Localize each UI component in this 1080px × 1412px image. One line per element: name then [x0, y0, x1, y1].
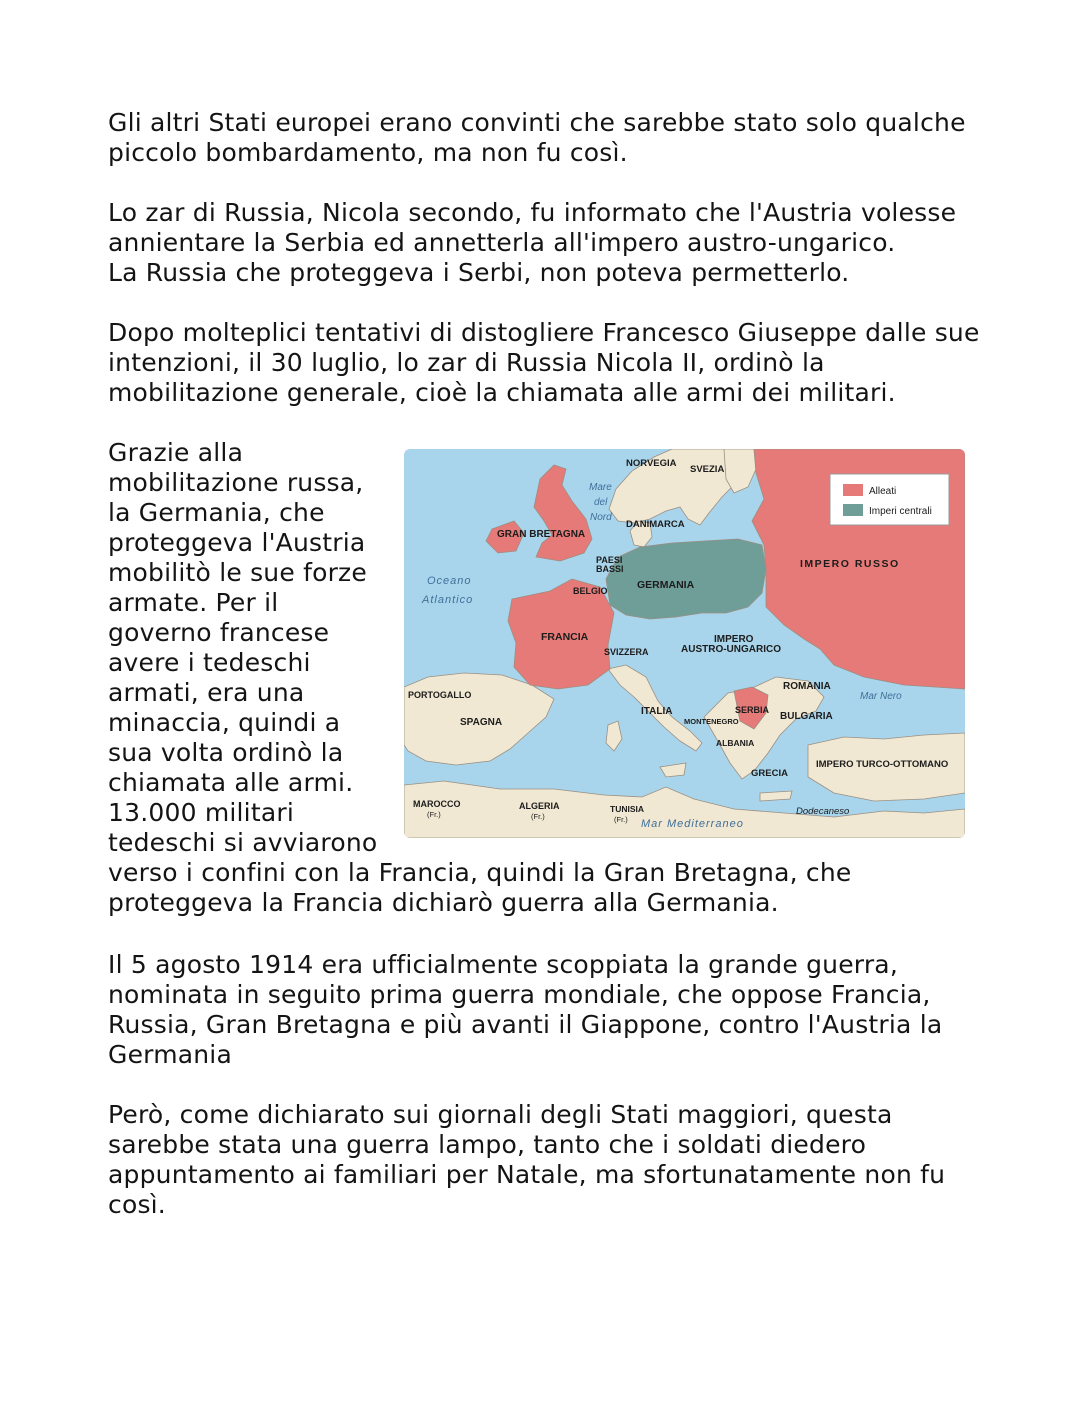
label-marocco: MAROCCO [413, 799, 461, 809]
text-line: Russia, Gran Bretagna e più avanti il Giappone, contro l'Austria la [108, 1010, 943, 1039]
label-del: del [594, 497, 608, 508]
label-algeria: ALGERIA [519, 801, 560, 811]
label-atlantico: Atlantico [422, 594, 474, 606]
text-line: annientare la Serbia ed annetterla all'impero austro-ungarico. [108, 228, 896, 257]
legend-box [830, 474, 949, 525]
legend-swatch-central [843, 504, 863, 516]
crete [760, 791, 792, 801]
text-line: mobilitò le sue forze [108, 558, 367, 587]
label-spagna: SPAGNA [460, 717, 503, 728]
label-mare: Mare [589, 482, 612, 493]
label-danimarca: DANIMARCA [626, 519, 685, 530]
europe-1914-map [404, 449, 965, 838]
text-line: la Germania, che [108, 498, 325, 527]
text-line: mobilitazione russa, [108, 468, 364, 497]
text-line: piccolo bombardamento, ma non fu così. [108, 138, 628, 167]
label-gran-bretagna: GRAN BRETAGNA [497, 529, 586, 540]
text-line: chiamata alle armi. [108, 768, 354, 797]
label-impero-turco: IMPERO TURCO-OTTOMANO [816, 759, 949, 770]
text-line: sarebbe stata una guerra lampo, tanto che i soldati diedero [108, 1130, 867, 1159]
label-tunisia-fr: (Fr.) [614, 815, 628, 824]
label-mar-nero: Mar Nero [860, 691, 902, 702]
label-portogallo: PORTOGALLO [408, 690, 472, 700]
text-line: Però, come dichiarato sui giornali degli Stati maggiori, questa [108, 1100, 893, 1129]
text-line: Gli altri Stati europei erano convinti che sarebbe stato solo qualche [108, 108, 966, 137]
label-romania: ROMANIA [783, 681, 831, 692]
text-line: Dopo molteplici tentativi di distogliere Francesco Giuseppe dalle sue [108, 318, 980, 347]
paragraph-3 [108, 318, 980, 408]
text-line: avere i tedeschi [108, 648, 311, 677]
label-paesi-bassi-1: PAESI [596, 555, 623, 565]
label-italia: ITALIA [641, 706, 673, 717]
text-line: 13.000 militari [108, 798, 294, 827]
text-line: verso i confini con la Francia, quindi la Gran Bretagna, che [108, 858, 852, 887]
label-oceano: Oceano [427, 575, 472, 587]
text-line: minaccia, quindi a [108, 708, 341, 737]
label-germania: GERMANIA [637, 579, 695, 591]
label-marocco-fr: (Fr.) [427, 810, 441, 819]
text-line: La Russia che proteggeva i Serbi, non poteva permetterlo. [108, 258, 850, 287]
legend-label-central: Imperi centrali [869, 506, 932, 517]
text-line: governo francese [108, 618, 330, 647]
text-line: mobilitazione generale, cioè la chiamata alle armi dei militari. [108, 378, 896, 407]
label-impero-russo: IMPERO RUSSO [800, 558, 900, 570]
text-line: Germania [108, 1040, 232, 1069]
text-line: appuntamento ai familiari per Natale, ma sfortunatamente non fu [108, 1160, 946, 1189]
map-legend [830, 474, 949, 525]
label-dodecaneso: Dodecaneso [796, 806, 850, 817]
label-impero-austro-1: IMPERO [714, 634, 754, 645]
label-montenegro: MONTENEGRO [684, 717, 739, 726]
text-line: sua volta ordinò la [108, 738, 344, 767]
text-line: nominata in seguito prima guerra mondiale, che oppose Francia, [108, 980, 931, 1009]
text-line: intenzioni, il 30 luglio, lo zar di Russia Nicola II, ordinò la [108, 348, 825, 377]
text-line: armate. Per il [108, 588, 279, 617]
text-line: proteggeva l'Austria [108, 528, 366, 557]
label-paesi-bassi-2: BASSI [596, 564, 624, 574]
label-belgio: BELGIO [573, 586, 608, 596]
legend-label-allies: Alleati [869, 486, 897, 497]
text-line: armati, era una [108, 678, 305, 707]
label-nord: Nord [590, 512, 612, 523]
label-serbia: SERBIA [735, 705, 770, 715]
label-svizzera: SVIZZERA [604, 647, 649, 657]
label-bulgaria: BULGARIA [780, 711, 833, 722]
label-impero-austro-2: AUSTRO-UNGARICO [681, 644, 781, 655]
label-norvegia: NORVEGIA [626, 458, 677, 469]
text-line: proteggeva la Francia dichiarò guerra alla Germania. [108, 888, 779, 917]
paragraph-1 [108, 108, 966, 168]
paragraph-5 [108, 950, 942, 1070]
text-line: Grazie alla [108, 438, 244, 467]
paragraph-6 [108, 1100, 945, 1220]
label-algeria-fr: (Fr.) [531, 812, 545, 821]
map-canvas [404, 449, 965, 838]
text-line: tedeschi si avviarono [108, 828, 378, 857]
paragraph-2 [108, 198, 956, 288]
label-albania: ALBANIA [716, 738, 755, 748]
legend-swatch-allies [843, 484, 863, 496]
label-francia: FRANCIA [541, 631, 589, 643]
text-line: Lo zar di Russia, Nicola secondo, fu informato che l'Austria volesse [108, 198, 957, 227]
label-tunisia: TUNISIA [610, 804, 644, 814]
text-line: così. [108, 1190, 166, 1219]
label-grecia: GRECIA [751, 768, 788, 779]
text-line: Il 5 agosto 1914 era ufficialmente scoppiata la grande guerra, [108, 950, 898, 979]
label-svezia: SVEZIA [690, 464, 725, 475]
label-mar-mediterraneo: Mar Mediterraneo [641, 818, 744, 830]
